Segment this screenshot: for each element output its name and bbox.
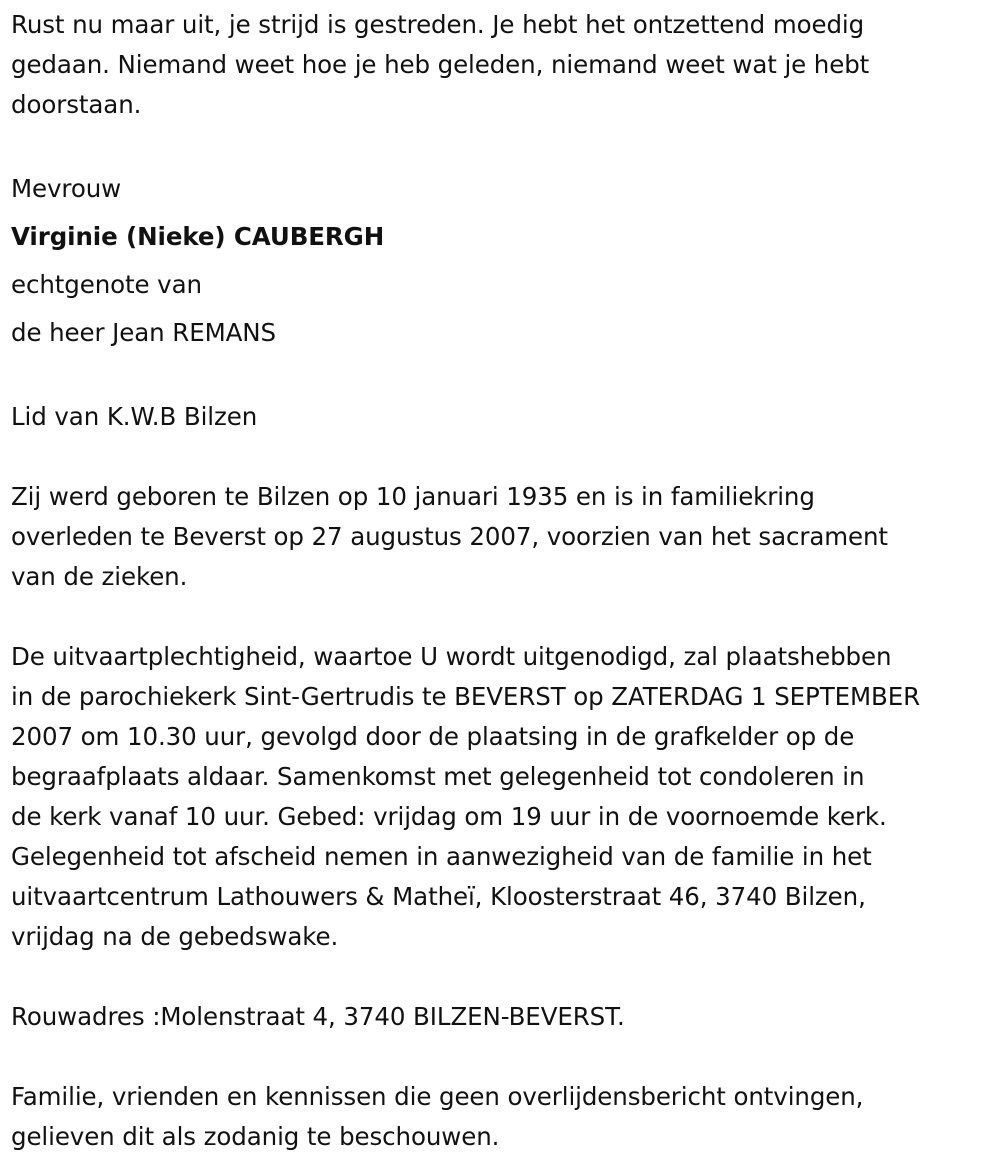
quote-line: Rust nu maar uit, je strijd is gestreden. Je hebt het ontzettend moedig bbox=[11, 10, 865, 39]
membership-text: Lid van K.W.B Bilzen bbox=[11, 402, 258, 431]
funeral-line: 2007 om 10.30 uur, gevolgd door de plaatsing in de grafkelder op de bbox=[11, 722, 855, 751]
closing-line: gelieven dit als zodanig te beschouwen. bbox=[11, 1122, 500, 1151]
funeral-paragraph bbox=[11, 637, 996, 957]
funeral-line: vrijdag na de gebedswake. bbox=[11, 922, 339, 951]
identity-block bbox=[11, 165, 996, 357]
quote-line: doorstaan. bbox=[11, 90, 142, 119]
closing-line: Familie, vrienden en kennissen die geen overlijdensbericht ontvingen, bbox=[11, 1082, 864, 1111]
spouse-name: de heer Jean REMANS bbox=[11, 318, 276, 347]
closing-paragraph bbox=[11, 1077, 996, 1157]
membership-paragraph bbox=[11, 397, 996, 437]
spacer bbox=[11, 437, 996, 477]
funeral-line: de kerk vanaf 10 uur. Gebed: vrijdag om 19 uur in de voornoemde kerk. bbox=[11, 802, 887, 831]
salutation: Mevrouw bbox=[11, 174, 122, 203]
spacer bbox=[11, 957, 996, 997]
birth-death-paragraph bbox=[11, 477, 996, 597]
funeral-line: Gelegenheid tot afscheid nemen in aanwezigheid van de familie in het bbox=[11, 842, 872, 871]
quote-paragraph bbox=[11, 5, 996, 125]
spacer bbox=[11, 1037, 996, 1077]
relation-text: echtgenote van bbox=[11, 270, 202, 299]
deceased-name: Virginie (Nieke) CAUBERGH bbox=[11, 222, 385, 251]
birth-death-line: van de zieken. bbox=[11, 562, 188, 591]
quote-line: gedaan. Niemand weet hoe je heb geleden, niemand weet wat je hebt bbox=[11, 50, 870, 79]
birth-death-line: overleden te Beverst op 27 augustus 2007, voorzien van het sacrament bbox=[11, 522, 888, 551]
funeral-line: in de parochiekerk Sint-Gertrudis te BEVERST op ZATERDAG 1 SEPTEMBER bbox=[11, 682, 920, 711]
funeral-line: uitvaartcentrum Lathouwers & Matheï, Kloosterstraat 46, 3740 Bilzen, bbox=[11, 882, 866, 911]
spacer bbox=[11, 125, 996, 165]
funeral-line: begraafplaats aldaar. Samenkomst met gelegenheid tot condoleren in bbox=[11, 762, 865, 791]
birth-death-line: Zij werd geboren te Bilzen op 10 januari 1935 en is in familiekring bbox=[11, 482, 815, 511]
spacer bbox=[11, 357, 996, 397]
mourning-address: Rouwadres :Molenstraat 4, 3740 BILZEN-BEVERST. bbox=[11, 1002, 625, 1031]
funeral-line: De uitvaartplechtigheid, waartoe U wordt uitgenodigd, zal plaatshebben bbox=[11, 642, 892, 671]
obituary-document bbox=[11, 5, 996, 1157]
spacer bbox=[11, 597, 996, 637]
address-paragraph bbox=[11, 997, 996, 1037]
